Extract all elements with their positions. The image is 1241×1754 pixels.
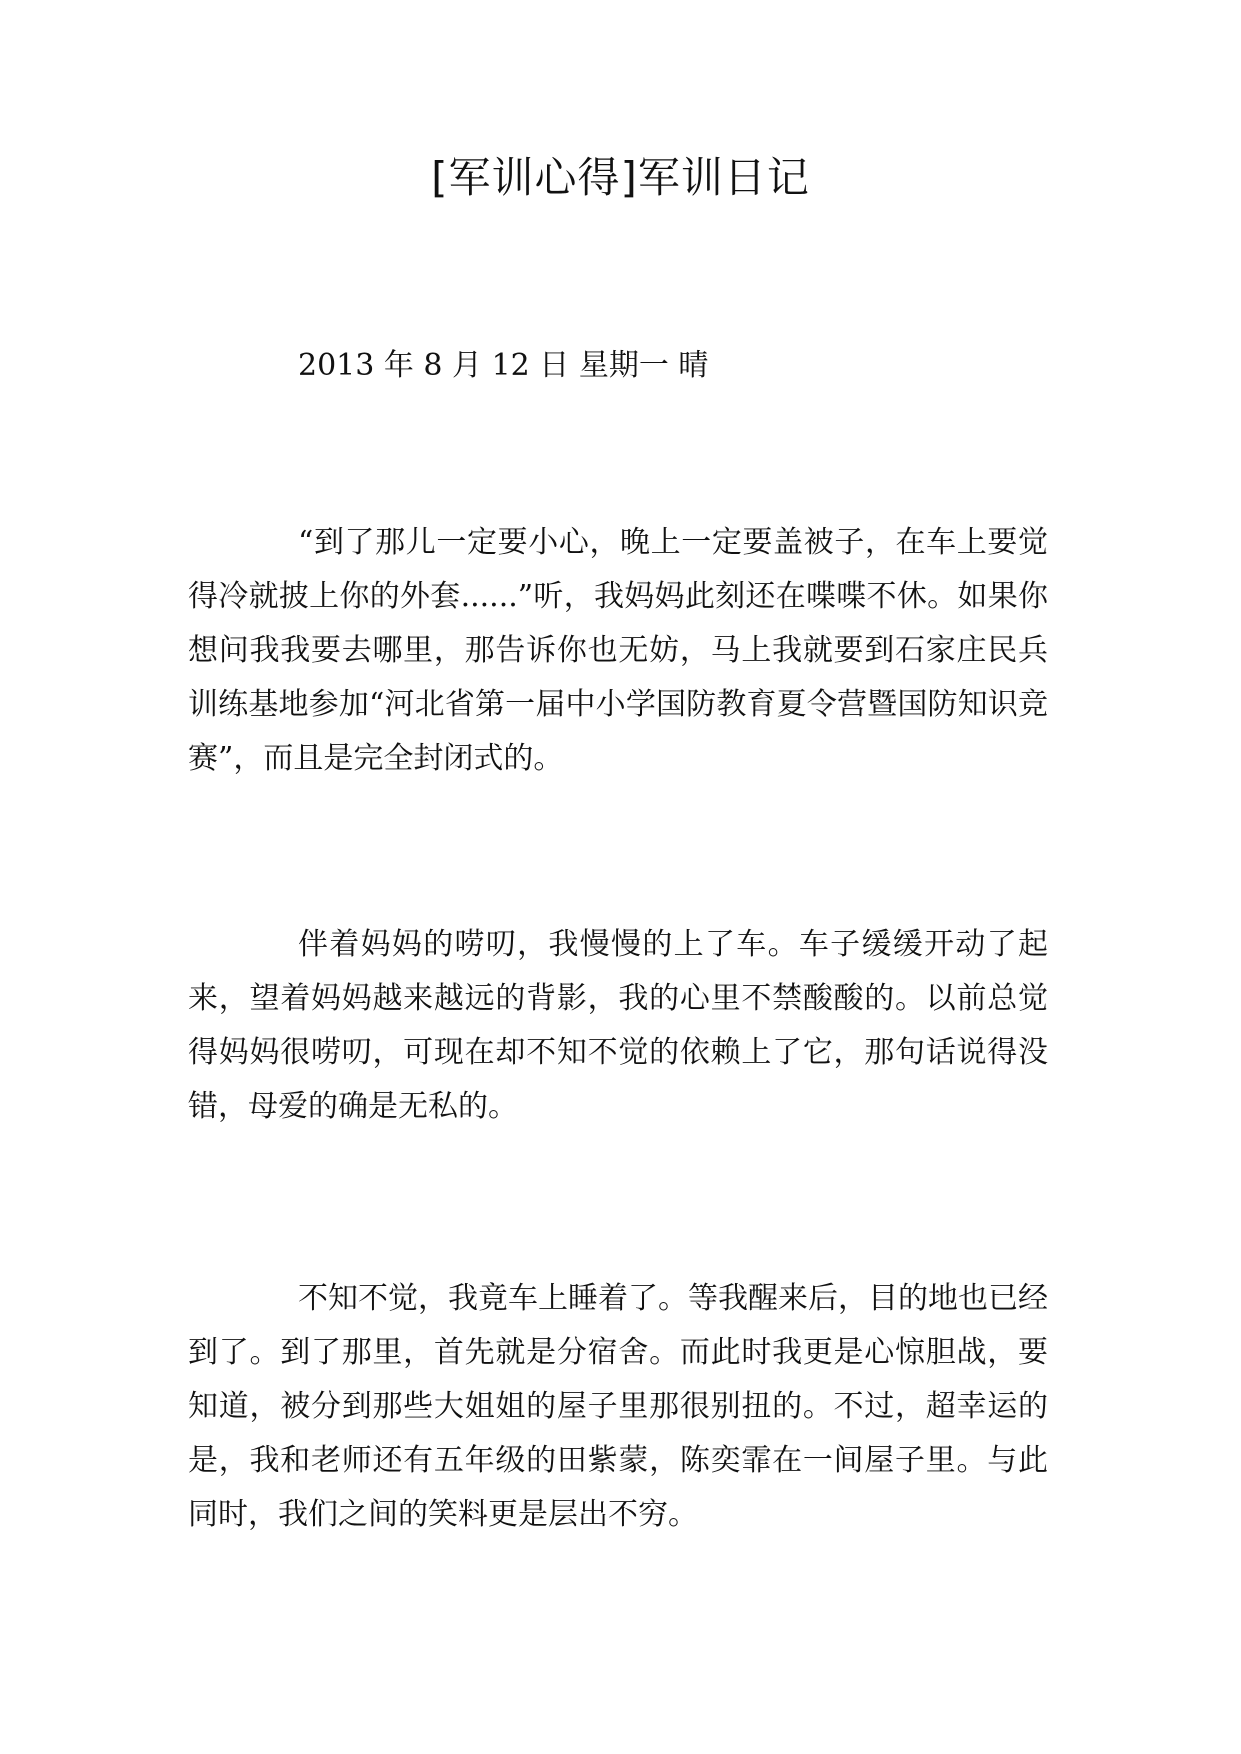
paragraph-2: 伴着妈妈的唠叨，我慢慢的上了车。车子缓缓开动了起来，望着妈妈越来越远的背影，我的心里不禁酸酸的。以前总觉得妈妈很唠叨，可现在却不知不觉的依赖上了它，那句话说得没错，母爱的确是无私的。 [188,927,1048,1124]
date-line: 2013 年 8 月 12 日 星期一 晴 [298,348,709,383]
paragraph-1: “到了那儿一定要小心，晚上一定要盖被子，在车上要觉得冷就披上你的外套......”听，我妈妈此刻还在喋喋不休。如果你想问我我要去哪里，那告诉你也无妨，马上我就要到石家庄民兵训练基地参加“河北省第一届中小学国防教育夏令营暨国防知识竞赛”，而且是完全封闭式的。 [188,525,1048,776]
document-title: [军训心得]军训日记 [431,153,810,202]
paragraph-3: 不知不觉，我竟车上睡着了。等我醒来后，目的地也已经到了。到了那里，首先就是分宿舍。而此时我更是心惊胆战，要知道，被分到那些大姐姐的屋子里那很别扭的。不过，超幸运的是，我和老师还有五年级的田紫蒙，陈奕霏在一间屋子里。与此同时，我们之间的笑料更是层出不穷。 [188,1281,1048,1532]
